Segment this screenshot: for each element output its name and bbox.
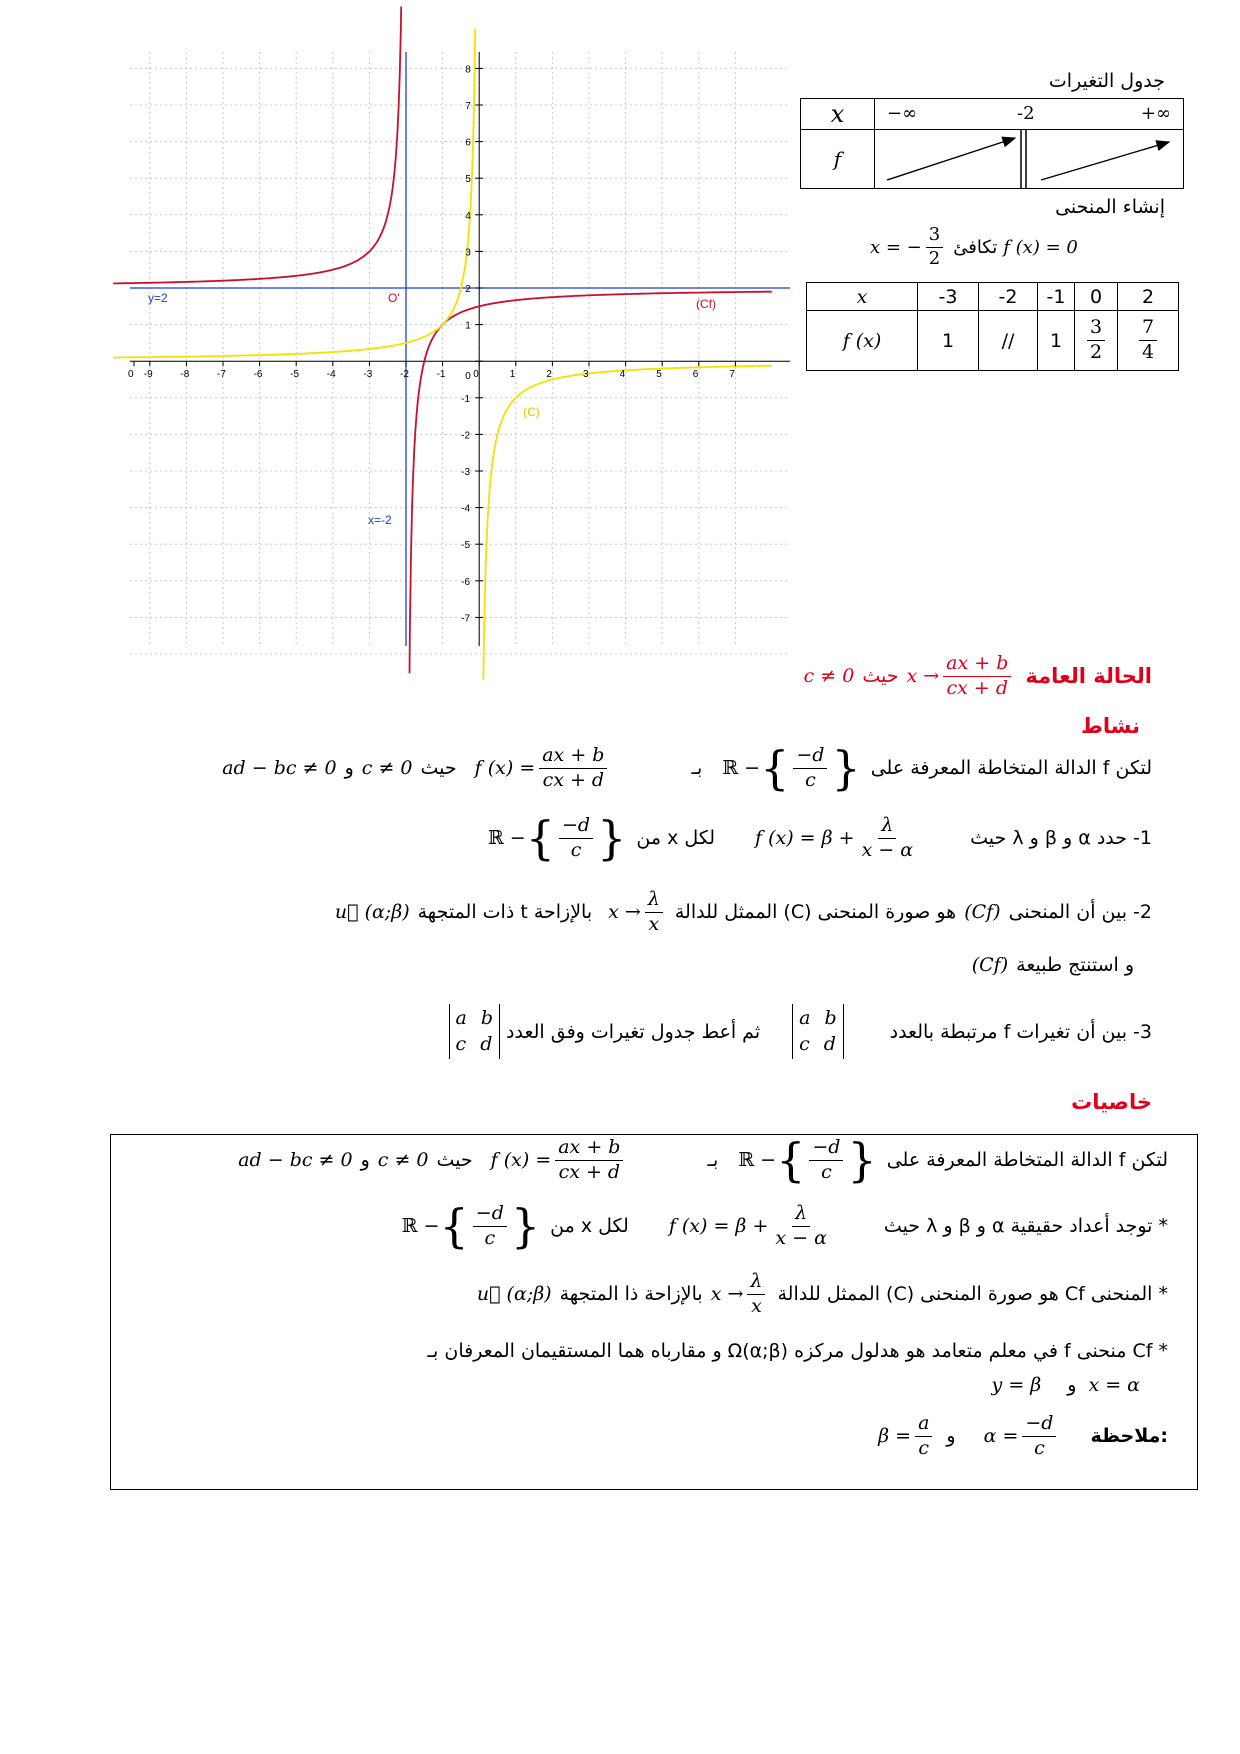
property-line-2: u⃗ (α;β) بالإزاحة ذا المتجهة x → $\frac{\lambda}{x}$ * المنحنى Cf هو صورة المنحنى (C) الممثل للدالة [476,1270,1168,1317]
curve-label-cf: (Cf) [696,297,716,311]
curve-cf-left [113,7,401,284]
y-tick-label: 6 [465,137,471,149]
root-lhs: f (x) = 0 [1003,236,1078,258]
vt-x-plus-inf: +∞ [1140,103,1171,124]
x-tick-label: 5 [656,369,662,381]
x-tick-label: 0 [473,369,479,381]
property-line-0: ad − bc ≠ 0 و c ≠ 0 حيث f (x) = $\frac{ax + b}{cx + d}$ بـ ℝ − { $\frac{-d}{c}$ } لتكن f الدالة المتخاطة المعرفة على [238,1133,1168,1188]
asymptote-label-xm2: x=-2 [368,513,392,527]
variation-table [800,98,1184,189]
root-equation [870,224,1078,270]
y-tick-label: 3 [465,247,471,259]
vt-arrows [875,130,1183,188]
activity-line-1: ad − bc ≠ 0 و c ≠ 0 حيث f (x) = $\frac{ax + b}{cx + d}$ بـ ℝ − { $\frac{-d}{c}$ } لتكن f الدالة المتخاطة المعرفة على [222,741,1152,796]
y-tick-label: -7 [461,613,471,625]
y-tick-label: 4 [465,210,471,222]
values-x-4: 2 [1118,283,1179,311]
general-case-heading: c ≠ 0 حيث x → $\frac{ax + b}{cx + d}$ الحالة العامة [803,652,1152,699]
y-tick-label: -6 [461,576,471,588]
activity-question-2: u⃗ (α;β) بالإزاحة t ذات المتجهة x → $\frac{\lambda}{x}$ هو صورة المنحنى (C) الممثل للدالة (Cf) 2- بين أن المنحنى [334,888,1152,935]
vt-f-label: f [801,130,875,189]
values-fx-label: f (x) [807,311,918,371]
x-tick-label: -1 [436,369,446,381]
x-tick-label: 3 [583,369,589,381]
y-tick-label: 2 [465,284,471,295]
x-tick-label: -4 [326,369,336,381]
activity-question-3: a b c d ثم أعط جدول تغيرات وفق العدد a b c d 3- بين أن تغيرات f مرتبطة بالعدد [443,1004,1152,1059]
construction-title: إنشاء المنحنى [1055,196,1165,218]
x-tick-label: -5 [290,369,300,381]
y-tick-label: -2 [461,430,471,442]
y-tick-label: -3 [461,467,471,478]
y-tick-label: 1 [465,320,471,332]
y-tick-label: 5 [465,174,471,186]
activity-heading: نشاط [1081,714,1140,738]
values-f-3: $\frac{3}{2}$ [1075,311,1118,371]
x-tick-label: 0 [128,369,134,381]
activity-question-2b: (Cf) و استنتج طبيعة [971,954,1134,976]
curve-label-c: (C) [523,405,540,420]
y-tick-label: -5 [461,540,471,552]
x-tick-label: 6 [692,369,699,381]
asymptote-label-y2: y=2 [148,291,168,305]
curve-c-left [113,29,475,358]
x-tick-label: 1 [509,369,516,381]
vt-x-minus-inf: −∞ [887,103,918,124]
increasing-arrow-right [1041,142,1169,180]
x-tick-label: 4 [619,369,626,381]
origin-label: O' [388,291,400,305]
y-tick-label: -4 [461,503,471,515]
values-table [806,282,1179,371]
x-tick-label: 2 [546,369,552,381]
x-tick-label: -9 [143,369,153,381]
vt-x-minus-2: -2 [1017,103,1035,124]
values-f-1: // [979,311,1038,371]
root-num: 3 [926,224,943,248]
y-tick-label: 0 [465,371,471,383]
y-tick-label: 8 [465,64,471,76]
x-tick-label: -2 [400,369,409,381]
graph-grid [130,52,790,654]
y-tick-label: 7 [465,101,471,112]
y-tick-label: -1 [461,393,471,405]
values-x-0: -3 [918,283,979,311]
property-line-4: y = β و x = α [991,1374,1140,1396]
x-tick-label: -6 [253,369,263,381]
x-tick-label: -3 [363,369,373,381]
root-word: تكافئ [953,236,998,258]
x-tick-label: -8 [180,369,190,381]
values-f-4: $\frac{7}{4}$ [1118,311,1179,371]
values-x-3: 0 [1075,283,1118,311]
x-tick-label: 7 [729,369,735,381]
increasing-arrow-left [887,138,1015,180]
property-note: β = $\frac{a}{c}$ و α = $\frac{-d}{c}$ ملاحظة: [878,1412,1168,1459]
graph-ticks [128,64,735,624]
function-graph [130,52,790,646]
values-x-1: -2 [979,283,1038,311]
values-f-2: 1 [1038,311,1075,371]
root-x: x = − [870,236,922,258]
x-tick-label: -7 [217,369,226,381]
root-den: 2 [928,247,941,269]
values-f-0: 1 [918,311,979,371]
values-x-2: -1 [1038,283,1075,311]
variation-table-title: جدول التغيرات [1048,70,1165,92]
vt-x-label: x [801,99,875,130]
property-line-1: ℝ − { $\frac{-d}{c}$ } لكل x من f (x) = β + $\frac{\lambda}{x - \alpha}$ * توجد أعداد حقيقية α و β و λ حيث [401,1199,1168,1254]
values-x-label: x [807,283,918,311]
property-line-3: * Cf منحنى f في معلم متعامد هو هدلول مركزه Ω(α;β) و مقارباه هما المستقيمان المعرفان بـ [427,1340,1168,1362]
properties-heading: خاصيات [1071,1090,1152,1114]
activity-question-1: ℝ − { $\frac{-d}{c}$ } لكل x من f (x) = β + $\frac{\lambda}{x - \alpha}$ 1- حدد α و β و λ حيث [487,811,1152,866]
